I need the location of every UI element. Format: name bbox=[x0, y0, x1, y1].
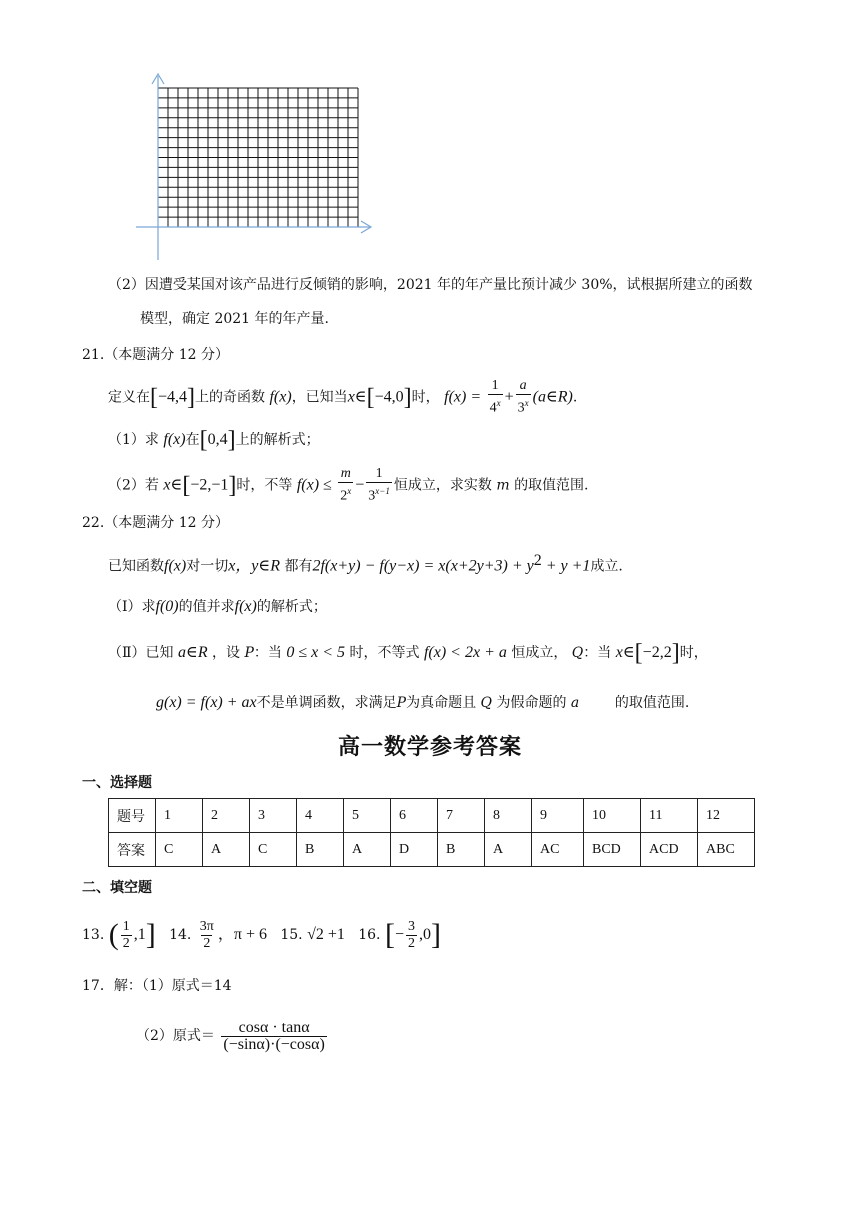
table-cell-number: 9 bbox=[532, 799, 584, 833]
table-cell-answer: D bbox=[391, 833, 438, 867]
q22-statement: 已知函数f(x)对一切x，y∈R 都有$2f(x+y) - f(y-x) = x(x+2y+3) + y^2 + y +1$成立. bbox=[108, 552, 623, 575]
table-cell-number: 4 bbox=[297, 799, 344, 833]
table-cell-number: 12 bbox=[698, 799, 755, 833]
table-row-answers bbox=[109, 833, 755, 867]
table-cell-answer: BCD bbox=[584, 833, 641, 867]
q22-header: 22.（本题满分 12 分） bbox=[82, 515, 229, 531]
answer-table bbox=[108, 798, 755, 867]
table-row-label: 答案 bbox=[109, 833, 156, 867]
q22-part2-cont: g(x) = f(x) + ax不是单调函数，求满足P为真命题且 Q 为假命题的 a 的取值范围. bbox=[156, 694, 690, 711]
answers-title: 高一数学参考答案 bbox=[337, 735, 522, 760]
coordinate-grid-figure bbox=[130, 70, 380, 265]
q22-part1: （Ⅰ）求f(0)的值并求f(x)的解析式； bbox=[108, 598, 327, 615]
table-cell-answer: A bbox=[485, 833, 532, 867]
table-cell-number: 7 bbox=[438, 799, 485, 833]
table-cell-number: 8 bbox=[485, 799, 532, 833]
q17-part2: （2）原式＝ $\frac{\cos\alpha \cdot \tan\alpha}{(-\sin\alpha)\cdot(-\cos\alpha)}$ bbox=[136, 1018, 325, 1053]
table-cell-number: 5 bbox=[344, 799, 391, 833]
table-cell-answer: ABC bbox=[698, 833, 755, 867]
q20-part2-line1: （2）因遭受某国对该产品进行反倾销的影响，2021 年的年产量比预计减少 30%，试根据所建立的函数 bbox=[108, 277, 753, 293]
table-cell-number: 3 bbox=[250, 799, 297, 833]
section-fill: 二、填空题 bbox=[82, 880, 152, 896]
table-cell-number: 11 bbox=[641, 799, 698, 833]
q21-definition: 定义在[−4,4]上的奇函数 f(x)，已知当x∈[−4,0]时， f(x) = $\frac{1}{4^x}$ + $\frac{a}{3^x}$ (a∈R). bbox=[108, 378, 578, 416]
fill-answers: 13. ( $\frac{1}{2}$ ,1] 14. $\frac{3\pi}{2}$ ，π + 6 15. √2 +1 16. [− $\frac{3}{2}$ ,0] bbox=[82, 918, 441, 951]
q22-part2: （Ⅱ）已知 a∈R ，设 P：当 0 ≤ x < 5 时，不等式 f(x) < 2x + a 恒成立， Q：当 x∈[−2,2]时， bbox=[108, 640, 708, 666]
table-cell-number: 6 bbox=[391, 799, 438, 833]
q21-part1: （1）求 f(x)在[0,4]上的解析式； bbox=[108, 427, 320, 453]
table-cell-answer: A bbox=[344, 833, 391, 867]
section-choice: 一、选择题 bbox=[82, 775, 152, 791]
q21-header: 21.（本题满分 12 分） bbox=[82, 347, 229, 363]
table-cell-answer: ACD bbox=[641, 833, 698, 867]
table-cell-answer: C bbox=[250, 833, 297, 867]
table-cell-number: 2 bbox=[203, 799, 250, 833]
table-row-numbers bbox=[109, 799, 755, 833]
table-cell-answer: AC bbox=[532, 833, 584, 867]
q21-part2: （2）若 x∈[−2,−1]时，不等 f(x) ≤ $\frac{m}{2^x}$ − $\frac{1}{3^{x-1}}$ 恒成立，求实数 m 的取值范围. bbox=[108, 466, 589, 504]
grid-svg bbox=[130, 70, 380, 265]
table-cell-answer: B bbox=[297, 833, 344, 867]
q17-part1: 17．解：（1）原式＝14 bbox=[82, 978, 232, 994]
table-row-label: 题号 bbox=[109, 799, 156, 833]
q20-part2-line2: 模型，确定 2021 年的年产量. bbox=[140, 311, 329, 327]
table-cell-number: 1 bbox=[156, 799, 203, 833]
table-cell-answer: C bbox=[156, 833, 203, 867]
table-cell-answer: A bbox=[203, 833, 250, 867]
table-cell-answer: B bbox=[438, 833, 485, 867]
table-cell-number: 10 bbox=[584, 799, 641, 833]
